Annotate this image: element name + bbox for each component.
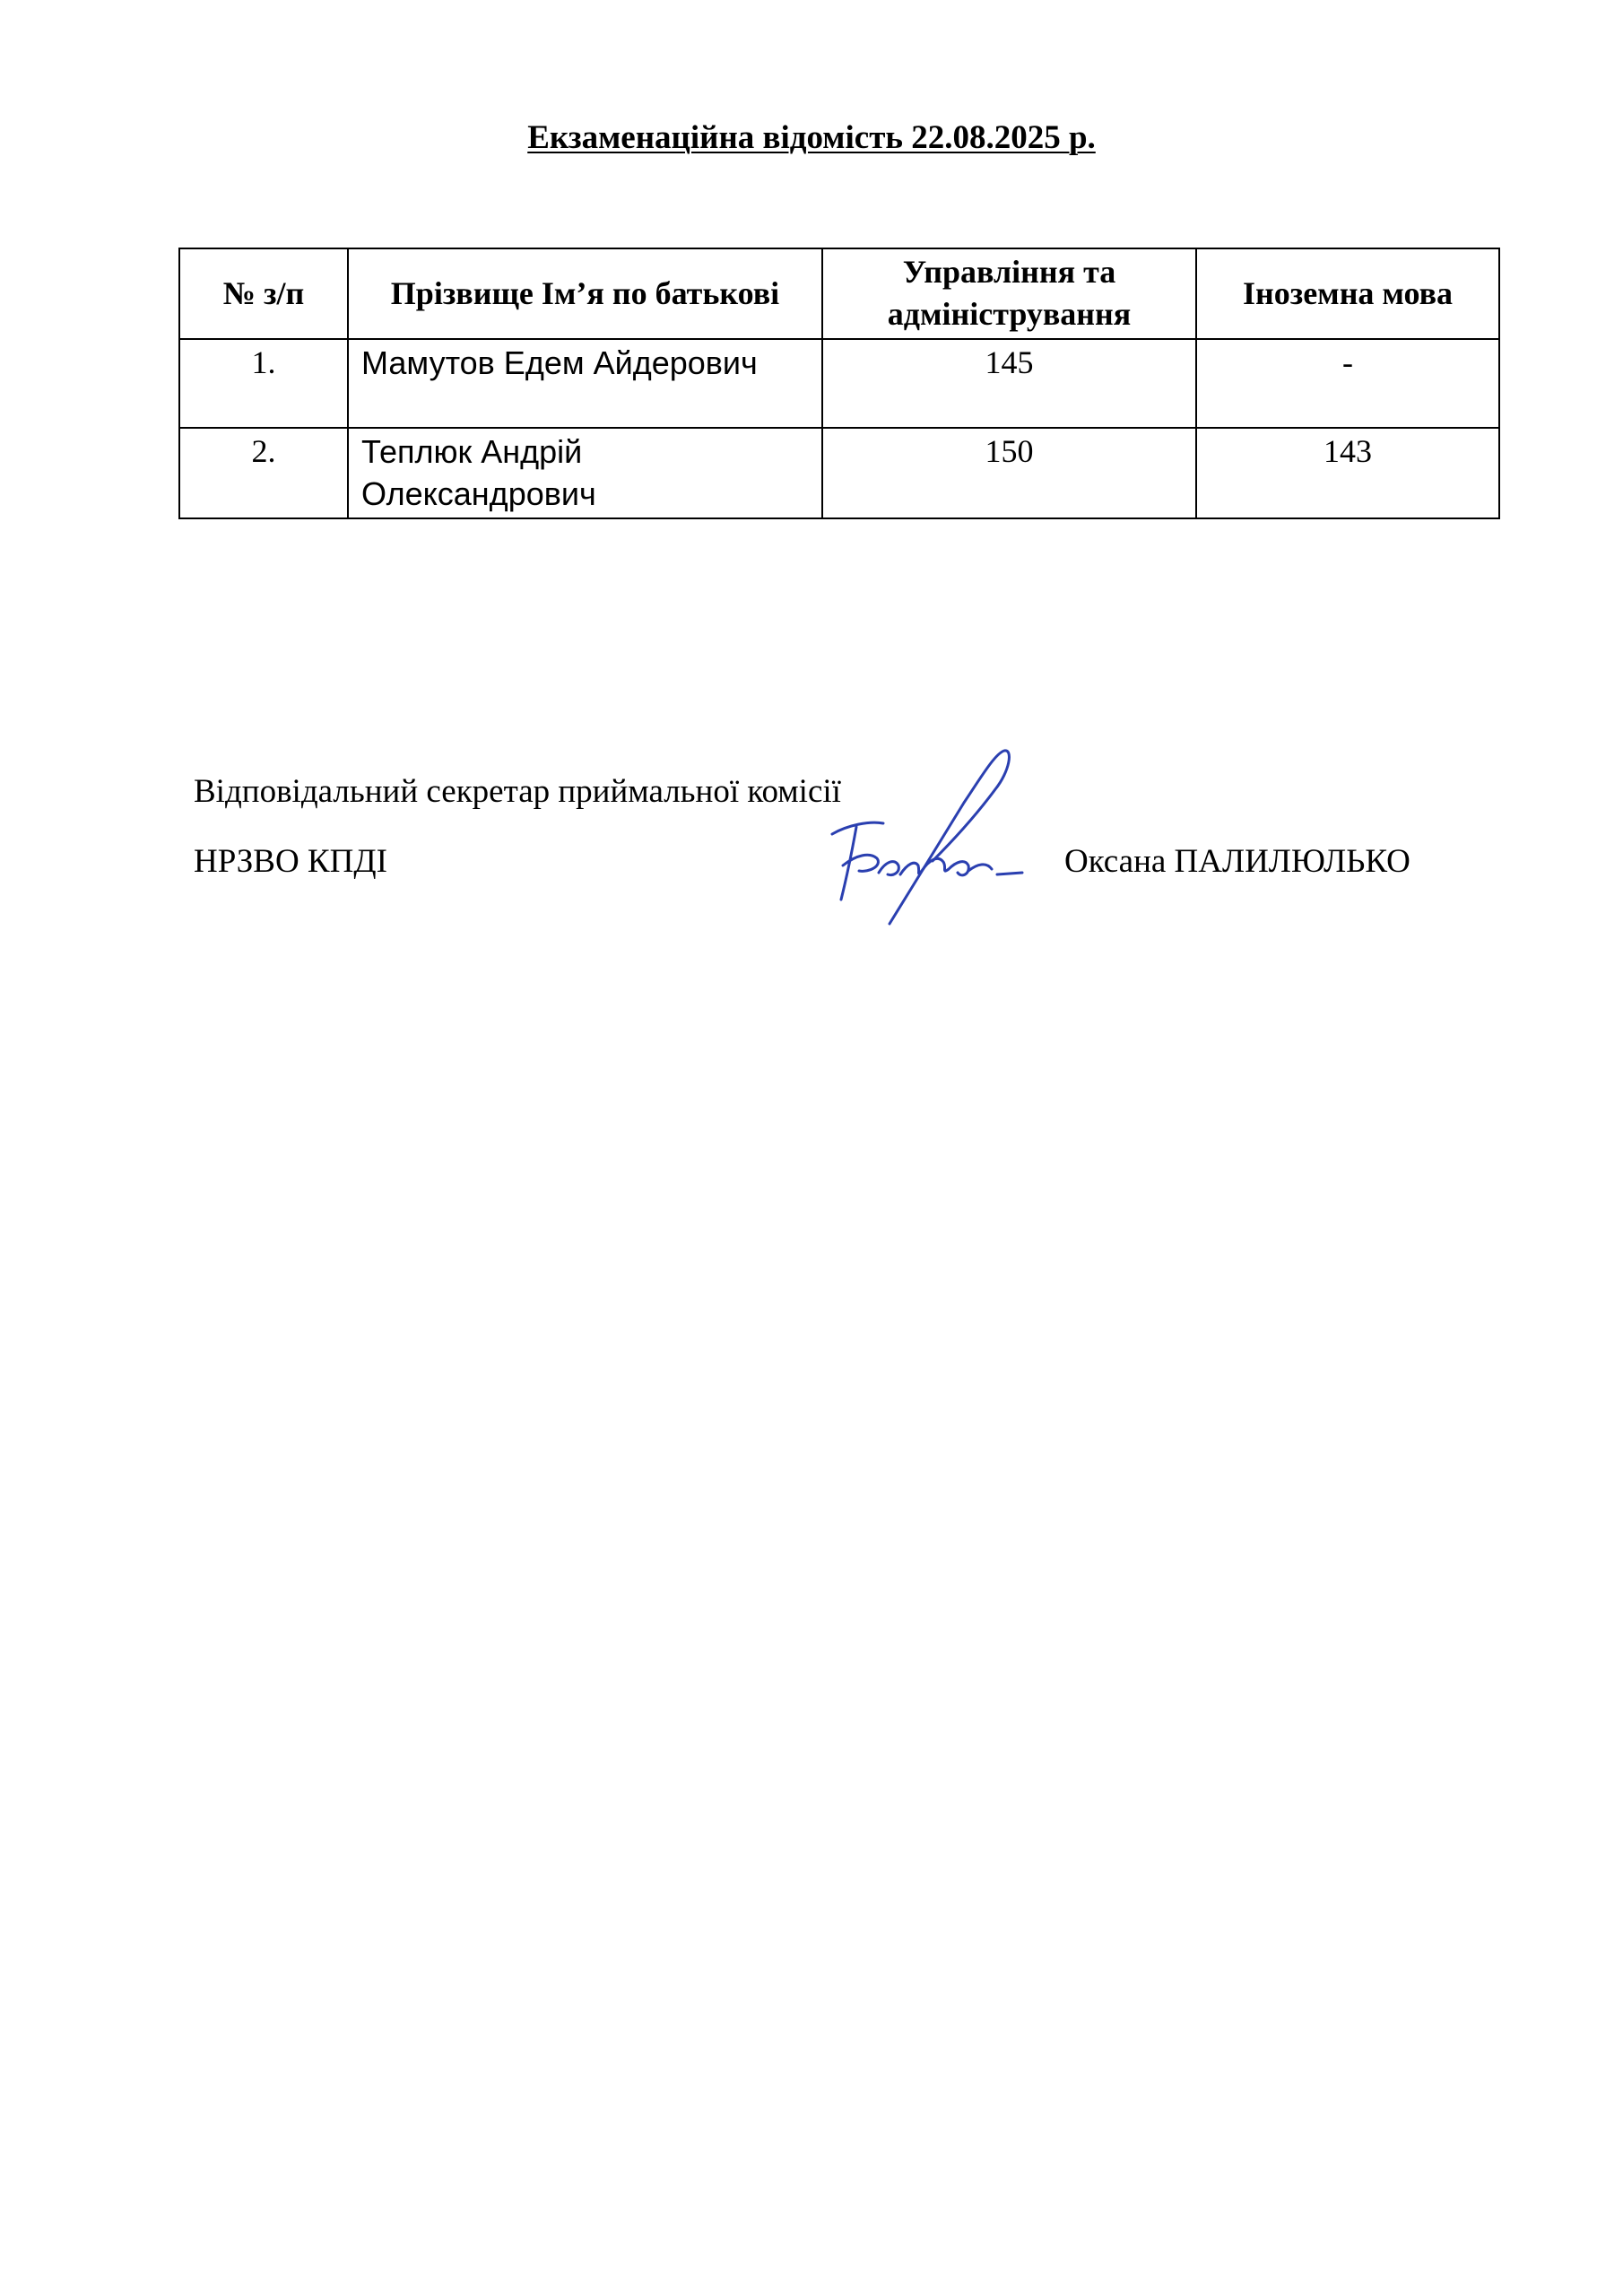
signature-initial-stroke: [832, 822, 883, 900]
header-management: Управління та адміністрування: [822, 248, 1196, 339]
row-management-score: 145: [822, 339, 1196, 428]
header-full-name: Прізвище Ім’я по батькові: [348, 248, 822, 339]
document-title: Екзаменаційна відомість 22.08.2025 р.: [527, 119, 1096, 156]
table-header-row: [179, 248, 1499, 339]
row-foreign-language-score: -: [1196, 339, 1499, 428]
signatory-role: Відповідальний секретар приймальної комісії: [194, 773, 841, 810]
row-foreign-language-score: 143: [1196, 428, 1499, 518]
row-number: 2.: [179, 428, 348, 518]
table-row: [179, 339, 1499, 428]
results-table: [178, 248, 1500, 519]
signatory-organization: НРЗВО КПДІ: [194, 843, 387, 880]
row-management-score: 150: [822, 428, 1196, 518]
signature-loop-stroke: [890, 751, 1009, 924]
row-full-name: Теплюк Андрій Олександрович: [348, 428, 822, 518]
table-row: [179, 428, 1499, 518]
row-full-name: Мамутов Едем Айдерович: [348, 339, 822, 428]
header-foreign-language: Іноземна мова: [1196, 248, 1499, 339]
signature-tail-stroke: [968, 865, 1022, 874]
handwritten-signature: [807, 740, 1076, 942]
signature-strokes: [832, 751, 1022, 924]
signatory-name: Оксана ПАЛИЛЮЛЬКО: [1064, 843, 1410, 880]
row-number: 1.: [179, 339, 348, 428]
header-number: № з/п: [179, 248, 348, 339]
signature-body-stroke: [879, 858, 968, 874]
